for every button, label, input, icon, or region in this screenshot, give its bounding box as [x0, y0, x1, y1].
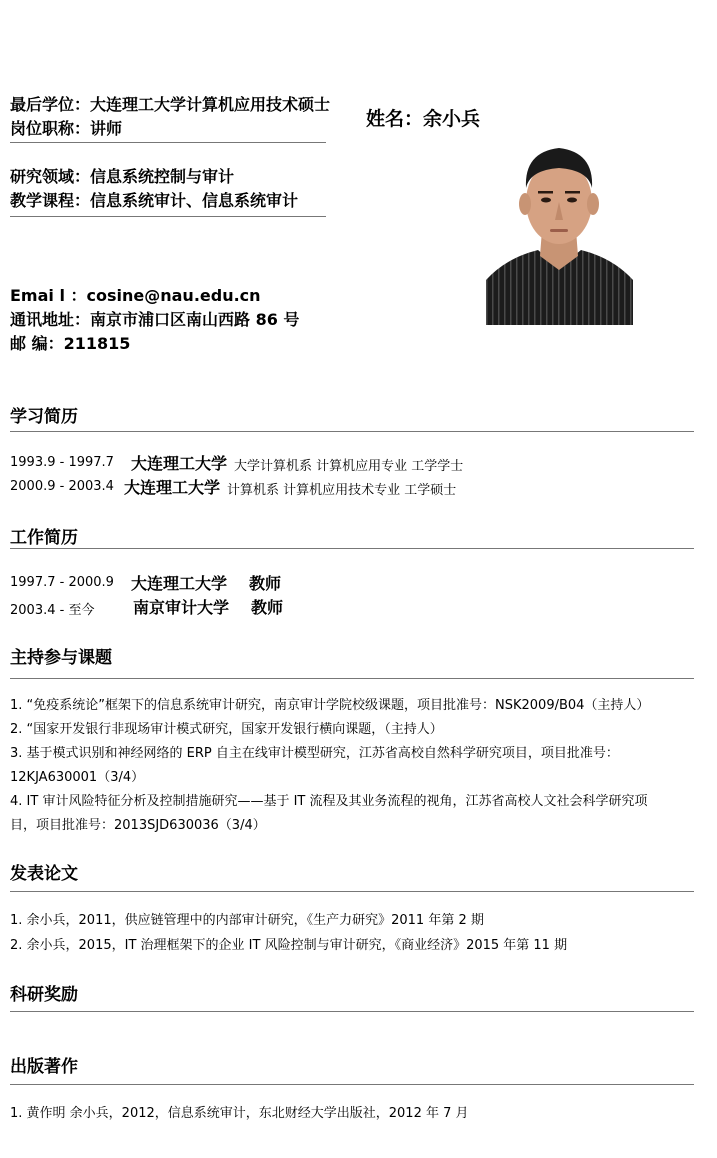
awards-heading: 科研奖励	[10, 985, 78, 1005]
work-period-2: 2003.4 - 至今	[10, 603, 95, 618]
projects-divider	[10, 678, 694, 679]
research-text: 研究领域：信息系统控制与审计	[10, 167, 235, 186]
work-heading: 工作简历	[10, 528, 78, 548]
work-role-1: 教师	[249, 574, 282, 593]
project-line-4: 12KJA630001（3/4）	[10, 770, 145, 785]
projects-heading: 主持参与课题	[10, 648, 112, 668]
name-text: 姓名：余小兵	[366, 108, 481, 130]
header-divider-1	[10, 142, 326, 143]
courses-text: 教学课程：信息系统审计、信息系统审计	[10, 191, 299, 210]
books-divider	[10, 1084, 694, 1085]
work-divider	[10, 548, 694, 549]
papers-divider	[10, 891, 694, 892]
education-school-2: 大连理工大学	[124, 478, 221, 497]
education-school-1: 大连理工大学	[131, 454, 228, 473]
postcode-text: 邮 编：211815	[10, 334, 131, 353]
paper-line-2: 2. 余小兵，2015，IT 治理框架下的企业 IT 风险控制与审计研究，《商业经济》2015 年第 11 期	[10, 938, 568, 953]
project-line-2: 2. “国家开发银行非现场审计模式研究，国家开发银行横向课题，（主持人）	[10, 722, 443, 737]
education-period-2: 2000.9 - 2003.4	[10, 479, 114, 494]
papers-heading: 发表论文	[10, 864, 78, 884]
project-line-6: 目，项目批准号：2013SJD630036（3/4）	[10, 818, 266, 833]
book-line-1: 1. 黄作明 余小兵，2012，信息系统审计，东北财经大学出版社，2012 年 7 月	[10, 1106, 469, 1121]
title-text: 岗位职称：讲师	[10, 119, 123, 138]
work-org-2: 南京审计大学	[133, 598, 230, 617]
address-text: 通讯地址：南京市浦口区南山西路 86 号	[10, 310, 300, 329]
education-divider	[10, 431, 694, 432]
header-divider-2	[10, 216, 326, 217]
degree-text: 最后学位：大连理工大学计算机应用技术硕士	[10, 95, 331, 114]
work-org-1: 大连理工大学	[131, 574, 228, 593]
education-heading: 学习简历	[10, 407, 78, 427]
project-line-5: 4. IT 审计风险特征分析及控制措施研究——基于 IT 流程及其业务流程的视角，江苏省高校人文社会科学研究项	[10, 794, 648, 809]
person-portrait-icon	[486, 130, 633, 325]
awards-divider	[10, 1011, 694, 1012]
email-text: Emai l ：cosine@nau.edu.cn	[10, 286, 261, 305]
education-period-1: 1993.9 - 1997.7	[10, 455, 114, 470]
work-role-2: 教师	[251, 598, 284, 617]
paper-line-1: 1. 余小兵，2011，供应链管理中的内部审计研究，《生产力研究》2011 年第 2 期	[10, 913, 484, 928]
project-line-3: 3. 基于模式识别和神经网络的 ERP 自主在线审计模型研究，江苏省高校自然科学研究项目，项目批准号：	[10, 746, 619, 761]
project-line-1: 1. “免疫系统论”框架下的信息系统审计研究，南京审计学院校级课题，项目批准号：NSK2009/B04（主持人）	[10, 698, 650, 713]
education-detail-2: 计算机系 计算机应用技术专业 工学硕士	[227, 483, 457, 498]
education-detail-1: 大学计算机系 计算机应用专业 工学学士	[234, 459, 464, 474]
books-heading: 出版著作	[10, 1057, 78, 1077]
work-period-1: 1997.7 - 2000.9	[10, 575, 114, 590]
